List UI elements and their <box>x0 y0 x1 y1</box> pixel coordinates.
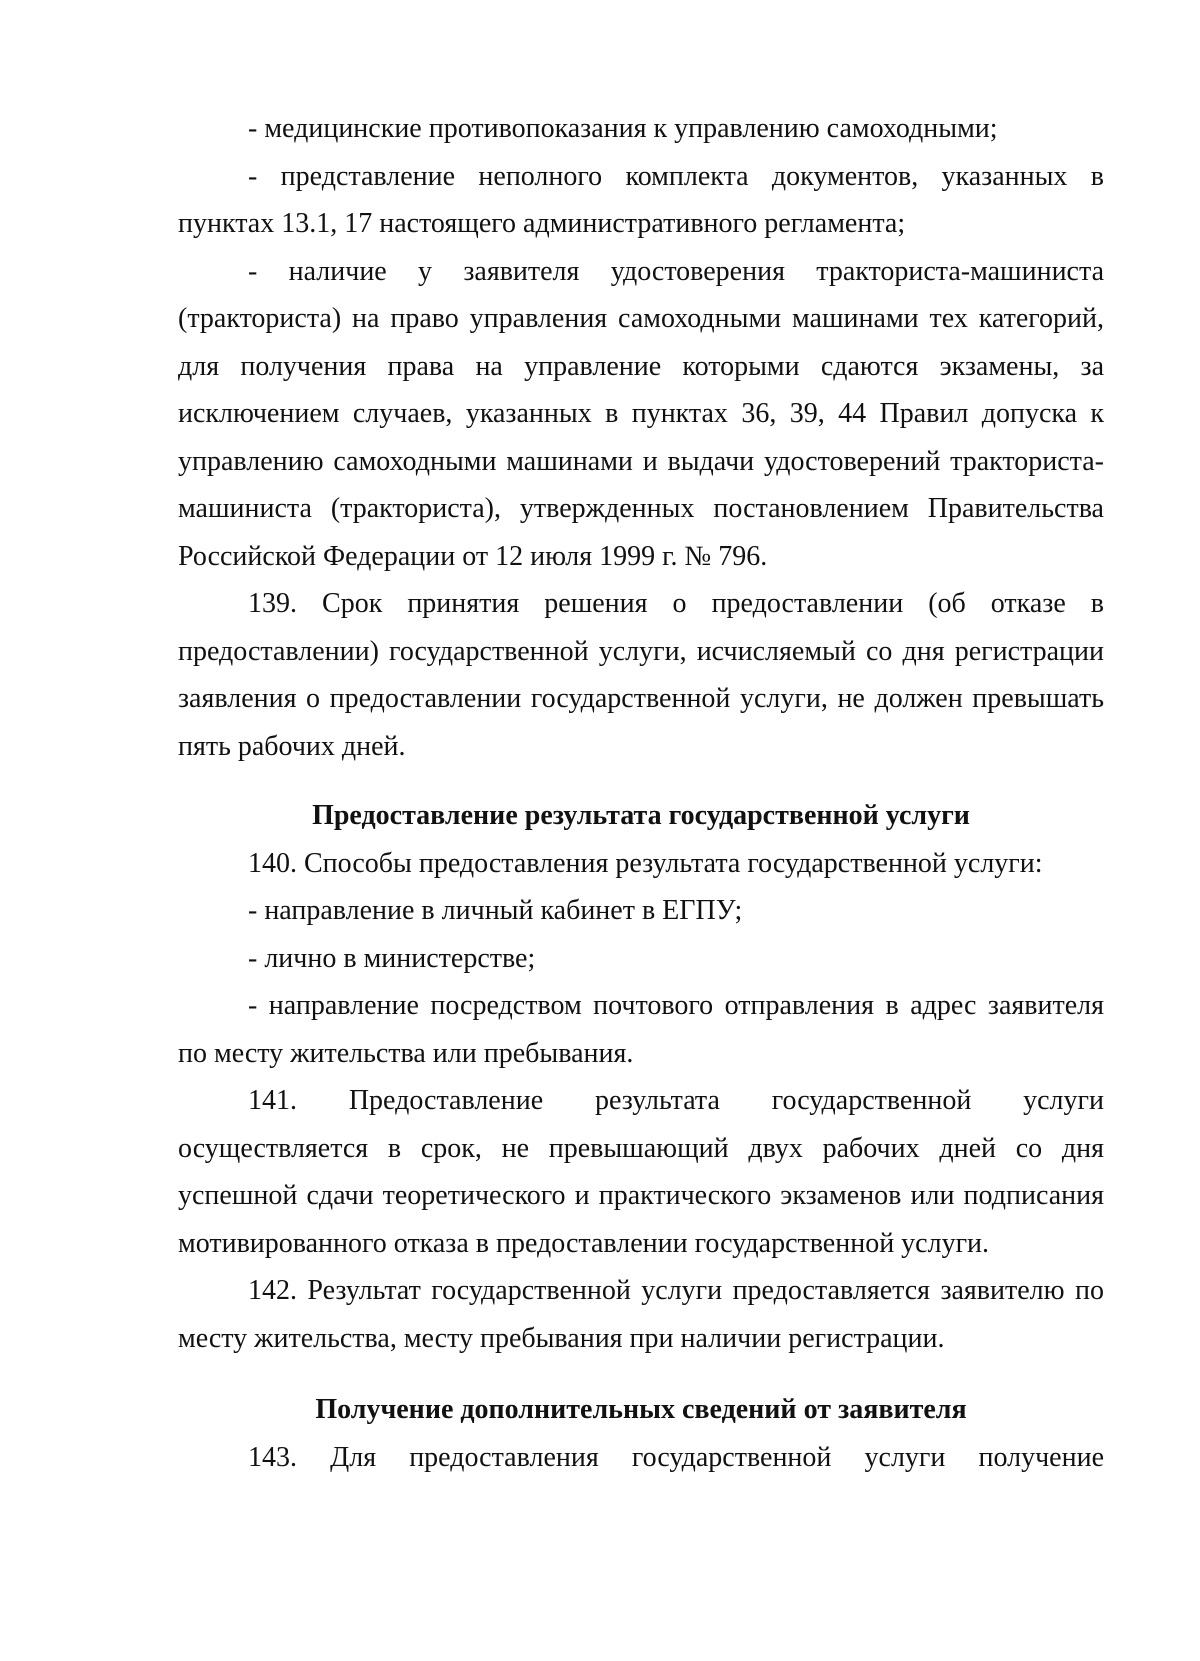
text-block-1 <box>178 105 1104 770</box>
section-result <box>178 792 1104 1362</box>
paragraph-personal-account: - направление в личный кабинет в ЕГПУ; <box>248 895 743 926</box>
paragraph-in-ministry: - лично в министерстве; <box>248 942 536 974</box>
paragraph-contraindications: - медицинские противопоказания к управлению самоходными; <box>248 113 998 144</box>
paragraph-143: 143. Для предоставления государственной услуги получение <box>248 1441 1104 1473</box>
paragraph-existing-certificate: - наличие у заявителя удостоверения тракториста-машиниста (тракториста) на право управления самоходными машинами тех категорий, для получения права на управление которыми сдаются экзамены, за исключением случаев, указанных в пунктах 36, 39, 44 Правил допуска к управлению самоходными машинами и выдачи удостоверений тракториста-машиниста (тракториста), утвержденных постановлением Правительства Российской Федерации от 12 июля 1999 г. № 796. <box>178 255 1104 572</box>
paragraph-142: 142. Результат государственной услуги предоставляется заявителю по месту жительства, месту пребывания при наличии регистрации. <box>178 1275 1104 1354</box>
heading-additional-info: Получение дополнительных сведений от заявителя <box>315 1394 967 1425</box>
paragraph-141: 141. Предоставление результата государственной услуги осуществляется в срок, не превышающий двух рабочих дней со дня успешной сдачи теоретического и практического экзаменов или подписания мотивированного отказа в предоставлении государственной услуги. <box>178 1085 1104 1259</box>
paragraph-incomplete-documents: - представление неполного комплекта документов, указанных в пунктах 13.1, 17 настоящего административного регламента; <box>178 160 1104 239</box>
section-additional-info <box>178 1386 1104 1481</box>
heading-result-provision: Предоставление результата государственной услуги <box>312 800 970 831</box>
paragraph-140: 140. Способы предоставления результата государственной услуги: <box>248 847 1043 879</box>
paragraph-139: 139. Срок принятия решения о предоставлении (об отказе в предоставлении) государственной услуги, исчисляемый со дня регистрации заявления о предоставлении государственной услуги, не должен превышать пять рабочих дней. <box>178 588 1104 762</box>
paragraph-postal: - направление посредством почтового отправления в адрес заявителя по месту жительства или пребывания. <box>178 990 1104 1069</box>
